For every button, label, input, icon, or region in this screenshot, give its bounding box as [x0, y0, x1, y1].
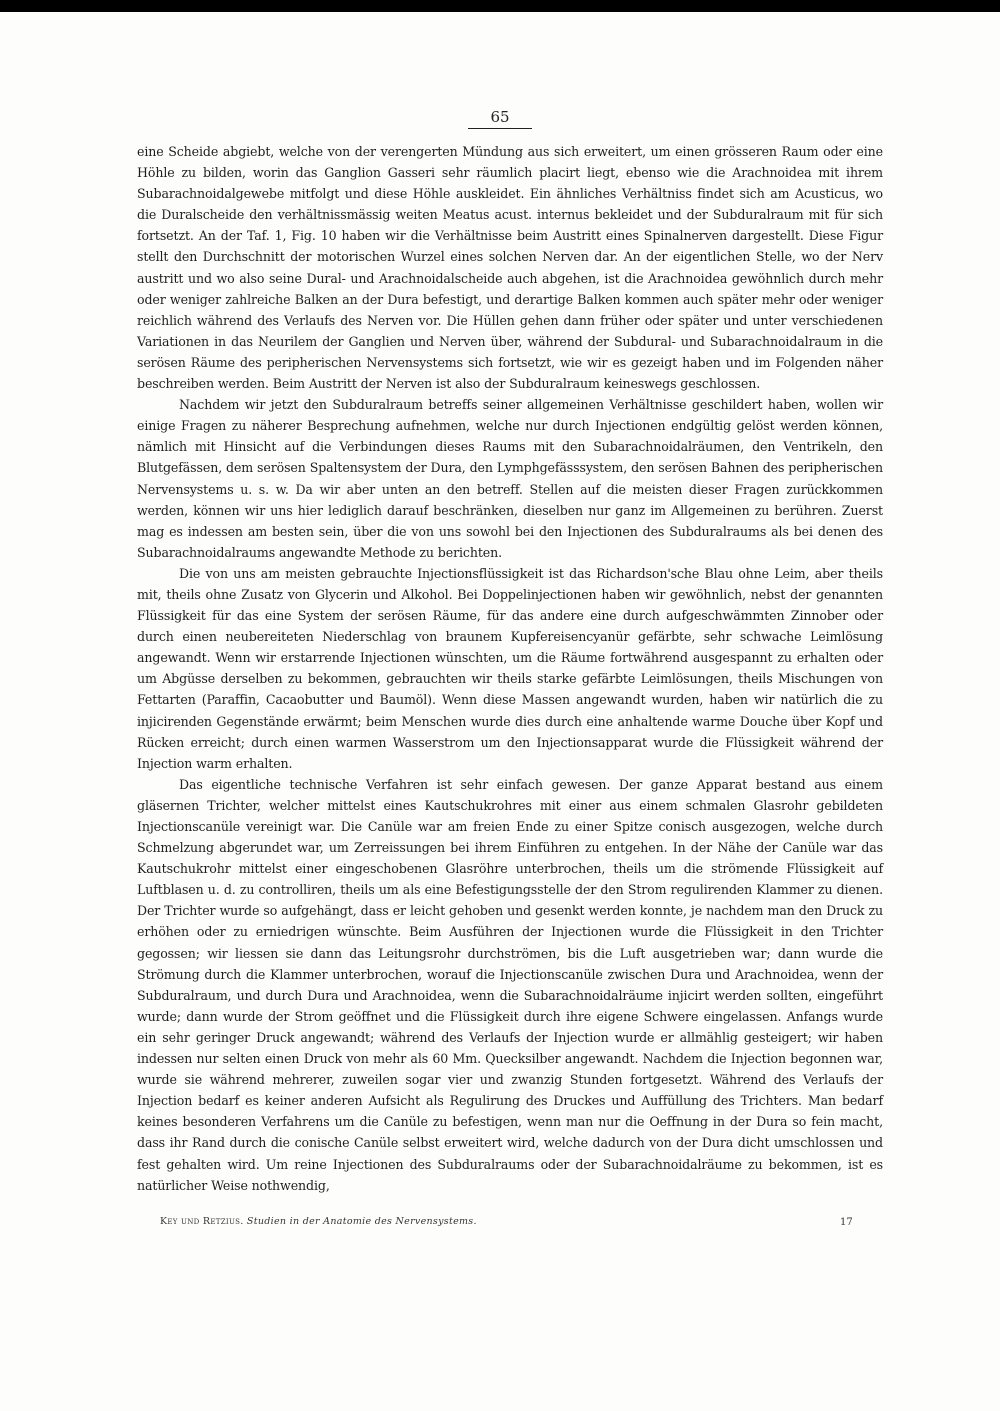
footer-authors: Key und Retzius. — [160, 1216, 244, 1227]
footer-citation — [160, 1216, 477, 1227]
paragraph-2: Nachdem wir jetzt den Subduralraum betreffs seiner allgemeinen Verhältnisse geschildert haben, wollen wir einige Fragen zu näherer Besprechung aufnehmen, welche nur durch Injectionen endgültig gelöst werden können, nämlich mit Hinsicht auf die Verbindungen dieses Raums mit den Subarachnoidalräumen, den Ventrikeln, den Blutgefässen, dem serösen Spaltensystem der Dura, den Lymphgefässsystem, den serösen Bahnen des peripherischen Nervensystems u. s. w. Da wir aber unten an den betreff. Stellen auf die meisten dieser Fragen zurückkommen werden, können wir uns hier lediglich darauf beschränken, dieselben nur ganz im Allgemeinen zu berühren. Zuerst mag es indessen am besten sein, über die von uns sowohl bei den Injectionen des Subduralraums als bei denen des Subarachnoidalraums angewandte Methode zu berichten. — [137, 397, 883, 560]
paragraph-4: Das eigentliche technische Verfahren ist sehr einfach gewesen. Der ganze Apparat bestand aus einem gläsernen Trichter, welcher mittelst eines Kautschukrohres mit einer aus einem schmalen Glasrohr gebildeten Injectionscanüle vereinigt war. Die Canüle war am freien Ende zu einer Spitze conisch ausgezogen, welche durch Schmelzung abgerundet war, um Zerreissungen bei ihrem Einführen zu entgehen. In der Nähe der Canüle war das Kautschukrohr mittelst einer eingeschobenen Glasröhre unterbrochen, theils um die strömende Flüssigkeit auf Luftblasen u. d. zu controlliren, theils um als eine Befestigungsstelle der den Strom regulirenden Klammer zu dienen. Der Trichter wurde so aufgehängt, dass er leicht gehoben und gesenkt werden konnte, je nachdem man den Druck zu erhöhen oder zu erniedrigen wünschte. Beim Ausführen der Injectionen wurde die Flüssigkeit in den Trichter gegossen; wir liessen sie dann das Leitungsrohr durchströmen, bis die Luft ausgetrieben war; dann wurde die Strömung durch die Klammer unterbrochen, worauf die Injectionscanüle zwischen Dura und Arachnoidea, wenn der Subduralraum, und durch Dura und Arachnoidea, wenn die Subarachnoidalräume injicirt werden sollten, eingeführt wurde; dann wurde der Strom geöffnet und die Flüssigkeit durch ihre eigene Schwere eingelassen. Anfangs wurde ein sehr geringer Druck angewandt; während des Verlaufs der Injection wurde er allmählig gesteigert; wir haben indessen nur selten einen Druck von mehr als 60 Mm. Quecksilber angewandt. Nachdem die Injection begonnen war, wurde sie während mehrerer, zuweilen sogar vier und zwanzig Stunden fortgesetzt. Während des Verlaufs der Injection bedarf es keiner anderen Aufsicht als Regulirung des Druckes und Auffüllung des Trichters. Man bedarf keines besonderen Verfahrens um die Canüle zu befestigen, wenn man nur die Oeffnung in der Dura so fein macht, dass ihr Rand durch die conische Canüle selbst erweitert wird, welche dadurch von der Dura dicht umschlossen und fest gehalten wird. Um reine Injectionen des Subduralraums oder der Subarachnoidalräume zu bekommen, ist es natürlicher Weise nothwendig, — [137, 776, 883, 1193]
scan-border — [0, 0, 1000, 12]
page-number: 65 — [468, 108, 532, 129]
paragraph-1: eine Scheide abgiebt, welche von der verengerten Mündung aus sich erweitert, um einen grösseren Raum oder eine Höhle zu bilden, worin das Ganglion Gasseri sehr räumlich placirt liegt, ebenso wie die Arachnoidea mit ihrem Subarachnoidalgewebe mitfolgt und diese Höhle auskleidet. Ein ähnliches Verhältniss findet sich am Acusticus, wo die Duralscheide den verhältnissmässig weiten Meatus acust. internus bekleidet und der Subduralraum mit für sich fortsetzt. An der Taf. 1, Fig. 10 haben wir die Verhältnisse beim Austritt eines Spinalnerven dargestellt. Diese Figur stellt den Durchschnitt der motorischen Wurzel eines solchen Nerven dar. An der eigentlichen Stelle, wo der Nerv austritt und wo also seine Dural- und Arachnoidalscheide auch abgehen, ist die Arachnoidea gewöhnlich durch mehr oder weniger zahlreiche Balken an der Dura befestigt, und derartige Balken kommen auch später mehr oder weniger reichlich während des Verlaufs des Nerven vor. Die Hüllen gehen dann früher oder später und unter verschiedenen Variationen in das Neurilem der Ganglien und Nerven über, während der Subdural- und Subarachnoidalraum in die serösen Räume des peripherischen Nervensystems sich fortsetzt, wie wir es gezeigt haben und im Folgenden näher beschreiben werden. Beim Austritt der Nerven ist also der Subduralraum keineswegs geschlossen. — [137, 144, 883, 392]
footer-signature: 17 — [840, 1217, 853, 1228]
footer-title: Studien in der Anatomie des Nervensystems. — [246, 1216, 477, 1227]
body-text — [137, 141, 883, 1196]
paragraph-3: Die von uns am meisten gebrauchte Injectionsflüssigkeit ist das Richardson'sche Blau ohne Leim, aber theils mit, theils ohne Zusatz von Glycerin und Alkohol. Bei Doppelinjectionen haben wir gewöhnlich, nebst der genannten Flüssigkeit für das eine System der serösen Räume, für das andere eine durch aufgeschwämmten Zinnober oder durch einen neubereiteten Niederschlag von braunem Kupfereisencyanür gefärbte, sehr schwache Leimlösung angewandt. Wenn wir erstarrende Injectionen wünschten, um die Räume fortwährend ausgespannt zu erhalten oder um Abgüsse derselben zu bekommen, gebrauchten wir theils starke gefärbte Leimlösungen, theils Mischungen von Fettarten (Paraffin, Cacaobutter und Baumöl). Wenn diese Massen angewandt wurden, haben wir natürlich die zu injicirenden Gegenstände erwärmt; beim Menschen wurde dies durch eine anhaltende warme Douche über Kopf und Rücken erreicht; durch einen warmen Wasserstrom um den Injectionsapparat wurde die Flüssigkeit während der Injection warm erhalten. — [137, 565, 883, 771]
